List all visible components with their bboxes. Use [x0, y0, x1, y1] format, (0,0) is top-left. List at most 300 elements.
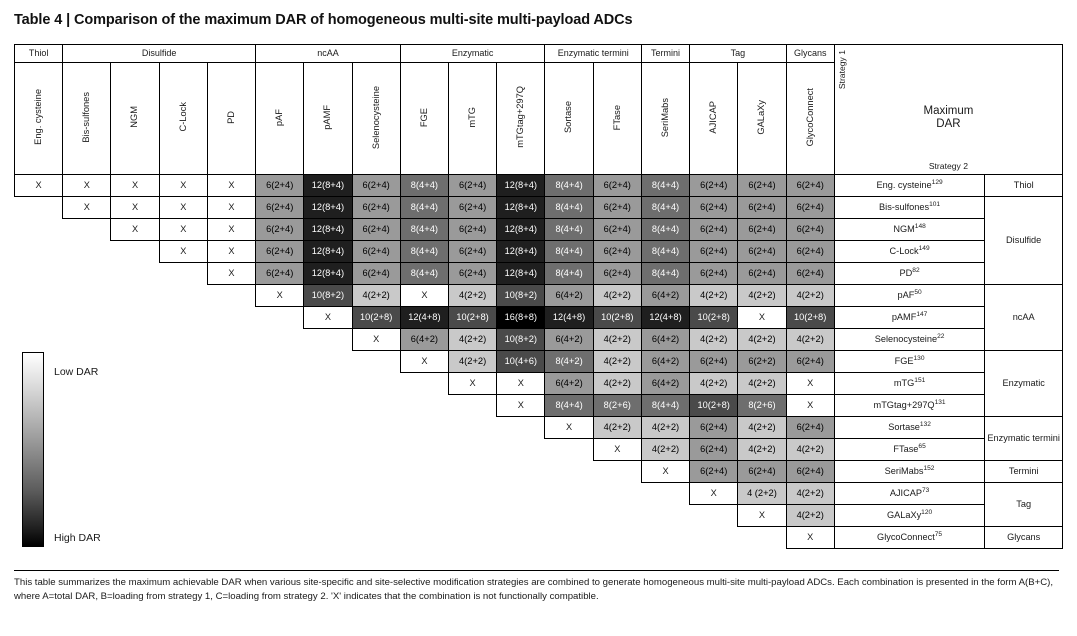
cell-blank — [111, 329, 159, 351]
cell-dar-value: 6(2+4) — [690, 175, 738, 197]
cell-blank — [63, 329, 111, 351]
cell-incompatible: X — [786, 527, 834, 549]
cell-blank — [449, 439, 497, 461]
cell-dar-value: 6(2+4) — [690, 439, 738, 461]
cell-incompatible: X — [400, 351, 448, 373]
cell-dar-value: 6(2+4) — [738, 461, 786, 483]
cell-incompatible: X — [738, 307, 786, 329]
cell-incompatible: X — [786, 395, 834, 417]
cell-incompatible: X — [207, 263, 255, 285]
cell-blank — [304, 395, 352, 417]
cell-blank — [352, 373, 400, 395]
cell-dar-value: 4(2+2) — [786, 483, 834, 505]
cell-dar-value: 8(4+4) — [400, 241, 448, 263]
cell-blank — [690, 527, 738, 549]
cell-dar-value: 6(4+2) — [545, 285, 593, 307]
column-label: pAF — [256, 63, 304, 175]
column-label: AJICAP — [690, 63, 738, 175]
cell-incompatible: X — [159, 219, 207, 241]
cell-blank — [545, 483, 593, 505]
cell-dar-value: 4(2+2) — [786, 439, 834, 461]
cell-dar-value: 8(2+6) — [738, 395, 786, 417]
column-group-header: Enzymatic termini — [545, 45, 641, 63]
table-row — [15, 263, 1063, 285]
cell-blank — [207, 329, 255, 351]
cell-dar-value: 4(2+2) — [786, 285, 834, 307]
cell-blank — [352, 351, 400, 373]
table-row — [15, 197, 1063, 219]
cell-blank — [352, 527, 400, 549]
cell-dar-value: 4(2+2) — [738, 373, 786, 395]
cell-blank — [400, 395, 448, 417]
row-label: GlycoConnect$^{75}$ — [834, 527, 985, 549]
row-group-header: Enzymatic termini — [985, 417, 1063, 461]
cell-dar-value: 8(4+4) — [641, 241, 689, 263]
cell-incompatible: X — [159, 241, 207, 263]
cell-dar-value: 6(2+4) — [593, 197, 641, 219]
cell-dar-value: 6(2+4) — [786, 461, 834, 483]
column-label: GALaXy — [738, 63, 786, 175]
cell-blank — [159, 329, 207, 351]
row-label: AJICAP$^{73}$ — [834, 483, 985, 505]
cell-blank — [400, 439, 448, 461]
cell-dar-value: 6(2+4) — [690, 417, 738, 439]
row-group-header: Termini — [985, 461, 1063, 483]
column-group-header: ncAA — [256, 45, 401, 63]
cell-blank — [593, 505, 641, 527]
cell-blank — [400, 461, 448, 483]
cell-dar-value: 4(2+2) — [449, 285, 497, 307]
cell-dar-value: 10(4+6) — [497, 351, 545, 373]
column-group-header: Enzymatic — [400, 45, 545, 63]
cell-dar-value: 6(2+4) — [256, 197, 304, 219]
row-label: SeriMabs$^{152}$ — [834, 461, 985, 483]
row-group-header: Disulfide — [985, 197, 1063, 285]
cell-dar-value: 6(2+4) — [690, 219, 738, 241]
cell-blank — [400, 373, 448, 395]
column-group-header: Thiol — [15, 45, 63, 63]
cell-blank — [304, 373, 352, 395]
row-label: Bis-sulfones$^{101}$ — [834, 197, 985, 219]
column-label: Selenocysteine — [352, 63, 400, 175]
cell-dar-value: 6(2+4) — [738, 175, 786, 197]
cell-blank — [497, 483, 545, 505]
cell-dar-value: 6(2+4) — [738, 197, 786, 219]
cell-dar-value: 4(2+2) — [352, 285, 400, 307]
column-label: PD — [207, 63, 255, 175]
column-label: FTase — [593, 63, 641, 175]
legend-high-label: High DAR — [54, 532, 101, 544]
cell-blank — [63, 219, 111, 241]
cell-incompatible: X — [111, 197, 159, 219]
cell-dar-value: 10(2+8) — [786, 307, 834, 329]
cell-dar-value: 4(2+2) — [449, 329, 497, 351]
cell-blank — [256, 483, 304, 505]
column-label: Bis-sulfones — [63, 63, 111, 175]
caption-rule — [14, 570, 1059, 571]
row-label: NGM$^{148}$ — [834, 219, 985, 241]
cell-incompatible: X — [304, 307, 352, 329]
column-group-header: Disulfide — [63, 45, 256, 63]
cell-blank — [400, 505, 448, 527]
cell-dar-value: 6(2+4) — [449, 219, 497, 241]
cell-dar-value: 12(8+4) — [497, 263, 545, 285]
cell-blank — [497, 417, 545, 439]
cell-blank — [304, 527, 352, 549]
table-row — [15, 219, 1063, 241]
cell-dar-value: 6(2+4) — [256, 241, 304, 263]
column-group-header: Termini — [641, 45, 689, 63]
cell-dar-value: 8(4+4) — [545, 175, 593, 197]
cell-blank — [15, 219, 63, 241]
cell-incompatible: X — [111, 219, 159, 241]
cell-blank — [256, 505, 304, 527]
cell-blank — [256, 307, 304, 329]
cell-dar-value: 6(2+4) — [449, 263, 497, 285]
cell-dar-value: 4(2+2) — [738, 285, 786, 307]
row-label: GALaXy$^{120}$ — [834, 505, 985, 527]
cell-incompatible: X — [207, 241, 255, 263]
cell-dar-value: 8(4+4) — [545, 197, 593, 219]
column-label: Eng. cysteine — [15, 63, 63, 175]
cell-blank — [690, 505, 738, 527]
table-row — [15, 307, 1063, 329]
gradient-bar — [22, 352, 44, 547]
cell-dar-value: 8(4+4) — [641, 263, 689, 285]
cell-dar-value: 4(2+2) — [786, 505, 834, 527]
column-group-header-row — [15, 45, 1063, 63]
cell-incompatible: X — [497, 395, 545, 417]
cell-blank — [63, 241, 111, 263]
cell-dar-value: 6(2+4) — [738, 241, 786, 263]
cell-dar-value: 4(2+2) — [593, 329, 641, 351]
row-label: Eng. cysteine$^{129}$ — [834, 175, 985, 197]
row-label: FGE$^{130}$ — [834, 351, 985, 373]
cell-blank — [15, 263, 63, 285]
cell-blank — [545, 461, 593, 483]
cell-blank — [545, 505, 593, 527]
cell-dar-value: 12(8+4) — [497, 197, 545, 219]
cell-blank — [304, 461, 352, 483]
cell-dar-value: 6(4+2) — [641, 351, 689, 373]
row-group-header: Enzymatic — [985, 351, 1063, 417]
cell-blank — [449, 483, 497, 505]
cell-dar-value: 12(8+4) — [304, 241, 352, 263]
cell-blank — [449, 417, 497, 439]
cell-dar-value: 6(2+4) — [738, 263, 786, 285]
cell-blank — [545, 527, 593, 549]
cell-incompatible: X — [449, 373, 497, 395]
cell-dar-value: 6(4+2) — [641, 285, 689, 307]
cell-dar-value: 4(2+2) — [738, 439, 786, 461]
cell-blank — [15, 285, 63, 307]
cell-dar-value: 8(4+4) — [400, 197, 448, 219]
cell-blank — [352, 483, 400, 505]
cell-blank — [111, 307, 159, 329]
cell-incompatible: X — [738, 505, 786, 527]
cell-incompatible: X — [159, 175, 207, 197]
cell-dar-value: 6(2+2) — [738, 351, 786, 373]
row-label: $mTGtag+297Q^{131}$ — [834, 395, 985, 417]
cell-dar-value: 6(2+4) — [690, 263, 738, 285]
cell-dar-value: 10(2+8) — [449, 307, 497, 329]
cell-blank — [111, 285, 159, 307]
cell-blank — [63, 285, 111, 307]
cell-dar-value: 8(4+4) — [400, 263, 448, 285]
row-label: C-Lock$^{149}$ — [834, 241, 985, 263]
cell-dar-value: 4(2+2) — [449, 351, 497, 373]
caption-text: This table summarizes the maximum achievable DAR when various site-specific and site-selective modification strategies are combined to generate homogeneous multi-site multi-payload ADCs. Each combination is presented in the form A(B+C), where A=total DAR, B=loading from strategy 1, C=loading from strategy 2. 'X' indicates that the combination is not functionally compatible. — [14, 577, 1054, 602]
cell-dar-value: 4(2+2) — [738, 417, 786, 439]
table-row — [15, 285, 1063, 307]
row-label: mTG$^{151}$ — [834, 373, 985, 395]
cell-blank — [497, 439, 545, 461]
cell-dar-value: 12(8+4) — [304, 263, 352, 285]
cell-dar-value: 6(4+2) — [545, 373, 593, 395]
cell-dar-value: 6(2+4) — [593, 241, 641, 263]
cell-dar-value: 4(2+2) — [786, 329, 834, 351]
cell-dar-value: 16(8+8) — [497, 307, 545, 329]
cell-dar-value: 12(4+8) — [400, 307, 448, 329]
cell-blank — [15, 329, 63, 351]
cell-blank — [352, 417, 400, 439]
cell-incompatible: X — [207, 197, 255, 219]
cell-dar-value: 4(2+2) — [690, 373, 738, 395]
column-label: Sortase — [545, 63, 593, 175]
cell-dar-value: 4(2+2) — [593, 285, 641, 307]
cell-blank — [256, 373, 304, 395]
cell-dar-value: 8(4+4) — [641, 219, 689, 241]
cell-incompatible: X — [256, 285, 304, 307]
cell-blank — [304, 505, 352, 527]
cell-incompatible: X — [111, 175, 159, 197]
cell-dar-value: 12(8+4) — [497, 219, 545, 241]
cell-blank — [449, 527, 497, 549]
cell-blank — [641, 483, 689, 505]
table-caption — [14, 570, 1059, 604]
row-label: Selenocysteine$^{22}$ — [834, 329, 985, 351]
cell-blank — [545, 439, 593, 461]
column-group-header: Tag — [690, 45, 786, 63]
cell-dar-value: 8(4+4) — [545, 263, 593, 285]
row-label: Sortase$^{132}$ — [834, 417, 985, 439]
cell-blank — [400, 483, 448, 505]
cell-dar-value: 4 (2+2) — [738, 483, 786, 505]
cell-incompatible: X — [497, 373, 545, 395]
cell-dar-value: 6(2+4) — [690, 241, 738, 263]
cell-incompatible: X — [207, 175, 255, 197]
cell-dar-value: 6(2+4) — [352, 175, 400, 197]
cell-blank — [63, 307, 111, 329]
cell-dar-value: 6(2+4) — [352, 219, 400, 241]
cell-dar-value: 6(2+4) — [690, 197, 738, 219]
cell-incompatible: X — [207, 219, 255, 241]
cell-dar-value: 6(2+4) — [352, 197, 400, 219]
cell-dar-value: 12(4+8) — [545, 307, 593, 329]
cell-dar-value: 10(2+8) — [593, 307, 641, 329]
cell-blank — [304, 351, 352, 373]
cell-dar-value: 6(2+4) — [256, 175, 304, 197]
max-dar-axis-cell: Strategy 1 Maximum DAR Strategy 2 — [834, 45, 1062, 175]
cell-blank — [159, 307, 207, 329]
table-row — [15, 175, 1063, 197]
cell-incompatible: X — [159, 197, 207, 219]
cell-dar-value: 4(2+2) — [593, 351, 641, 373]
cell-dar-value: 4(2+2) — [690, 285, 738, 307]
cell-blank — [352, 461, 400, 483]
cell-dar-value: 6(2+4) — [786, 263, 834, 285]
cell-dar-value: 8(2+6) — [593, 395, 641, 417]
cell-dar-value: 6(2+4) — [449, 241, 497, 263]
cell-dar-value: 6(2+4) — [256, 263, 304, 285]
cell-blank — [352, 395, 400, 417]
cell-dar-value: 8(4+4) — [545, 241, 593, 263]
column-label: GlycoConnect — [786, 63, 834, 175]
cell-blank — [207, 307, 255, 329]
cell-dar-value: 8(4+4) — [641, 395, 689, 417]
cell-dar-value: 10(8+2) — [497, 285, 545, 307]
cell-dar-value: 8(4+4) — [641, 175, 689, 197]
cell-dar-value: 6(2+4) — [593, 175, 641, 197]
cell-dar-value: 6(2+4) — [352, 241, 400, 263]
cell-dar-value: 8(4+2) — [545, 351, 593, 373]
cell-dar-value: 10(2+8) — [352, 307, 400, 329]
cell-dar-value: 8(4+4) — [400, 175, 448, 197]
cell-dar-value: 8(4+4) — [641, 197, 689, 219]
cell-dar-value: 6(2+4) — [256, 219, 304, 241]
cell-dar-value: 10(8+2) — [497, 329, 545, 351]
cell-dar-value: 4(2+2) — [641, 417, 689, 439]
cell-blank — [352, 439, 400, 461]
cell-blank — [256, 417, 304, 439]
cell-blank — [641, 527, 689, 549]
cell-incompatible: X — [63, 197, 111, 219]
cell-incompatible: X — [593, 439, 641, 461]
cell-dar-value: 12(8+4) — [497, 175, 545, 197]
cell-blank — [256, 329, 304, 351]
cell-blank — [159, 285, 207, 307]
cell-blank — [256, 527, 304, 549]
column-label: FGE — [400, 63, 448, 175]
cell-incompatible: X — [352, 329, 400, 351]
table-row — [15, 329, 1063, 351]
row-group-header: Glycans — [985, 527, 1063, 549]
row-label: pAF$^{50}$ — [834, 285, 985, 307]
cell-dar-value: 12(8+4) — [304, 175, 352, 197]
cell-blank — [63, 263, 111, 285]
cell-blank — [15, 241, 63, 263]
cell-blank — [449, 395, 497, 417]
cell-blank — [256, 395, 304, 417]
cell-blank — [111, 241, 159, 263]
cell-incompatible: X — [545, 417, 593, 439]
cell-blank — [304, 417, 352, 439]
cell-dar-value: 12(8+4) — [497, 241, 545, 263]
cell-dar-value: 6(2+4) — [449, 175, 497, 197]
cell-dar-value: 6(2+4) — [786, 351, 834, 373]
cell-dar-value: 8(4+4) — [545, 395, 593, 417]
cell-blank — [111, 263, 159, 285]
cell-blank — [304, 329, 352, 351]
cell-blank — [449, 461, 497, 483]
cell-dar-value: 6(4+2) — [641, 329, 689, 351]
cell-dar-value: 10(2+8) — [690, 395, 738, 417]
cell-dar-value: 12(8+4) — [304, 197, 352, 219]
row-group-header: ncAA — [985, 285, 1063, 351]
cell-dar-value: 10(8+2) — [304, 285, 352, 307]
cell-blank — [497, 527, 545, 549]
cell-blank — [449, 505, 497, 527]
row-group-header: Thiol — [985, 175, 1063, 197]
cell-dar-value: 6(4+2) — [545, 329, 593, 351]
cell-incompatible: X — [15, 175, 63, 197]
cell-dar-value: 4(2+2) — [593, 417, 641, 439]
row-label: PD$^{82}$ — [834, 263, 985, 285]
page-title: Table 4 | Comparison of the maximum DAR of homogeneous multi-site multi-payload ADCs — [14, 12, 633, 28]
row-label: FTase$^{65}$ — [834, 439, 985, 461]
cell-blank — [304, 439, 352, 461]
cell-blank — [15, 197, 63, 219]
column-label: NGM — [111, 63, 159, 175]
cell-dar-value: 4(2+2) — [593, 373, 641, 395]
column-label: pAMF — [304, 63, 352, 175]
table-row — [15, 241, 1063, 263]
column-label: C-Lock — [159, 63, 207, 175]
cell-blank — [497, 505, 545, 527]
cell-dar-value: 6(2+4) — [352, 263, 400, 285]
column-group-header: Glycans — [786, 45, 834, 63]
cell-blank — [497, 461, 545, 483]
column-label: mTG — [449, 63, 497, 175]
cell-blank — [159, 263, 207, 285]
cell-blank — [593, 461, 641, 483]
cell-blank — [256, 461, 304, 483]
cell-dar-value: 12(4+8) — [641, 307, 689, 329]
cell-dar-value: 6(2+4) — [593, 263, 641, 285]
cell-incompatible: X — [641, 461, 689, 483]
cell-dar-value: 6(2+4) — [593, 219, 641, 241]
cell-blank — [304, 483, 352, 505]
cell-dar-value: 6(2+4) — [449, 197, 497, 219]
cell-dar-value: 4(2+2) — [738, 329, 786, 351]
cell-dar-value: 6(2+4) — [690, 351, 738, 373]
cell-blank — [207, 285, 255, 307]
row-label: pAMF$^{147}$ — [834, 307, 985, 329]
cell-dar-value: 6(2+4) — [786, 175, 834, 197]
cell-blank — [593, 527, 641, 549]
cell-dar-value: 6(2+4) — [786, 219, 834, 241]
column-label: mTGtag+297Q — [497, 63, 545, 175]
cell-blank — [400, 417, 448, 439]
cell-blank — [256, 351, 304, 373]
column-label: SeriMabs — [641, 63, 689, 175]
cell-dar-value: 12(8+4) — [304, 219, 352, 241]
row-group-header: Tag — [985, 483, 1063, 527]
cell-dar-value: 4(2+2) — [641, 439, 689, 461]
legend-low-label: Low DAR — [54, 366, 99, 378]
cell-dar-value: 6(2+4) — [738, 219, 786, 241]
cell-blank — [256, 439, 304, 461]
cell-blank — [641, 505, 689, 527]
cell-dar-value: 10(2+8) — [690, 307, 738, 329]
cell-incompatible: X — [786, 373, 834, 395]
cell-incompatible: X — [690, 483, 738, 505]
cell-blank — [352, 505, 400, 527]
cell-dar-value: 8(4+4) — [400, 219, 448, 241]
cell-blank — [593, 483, 641, 505]
cell-dar-value: 6(4+2) — [641, 373, 689, 395]
cell-blank — [15, 307, 63, 329]
